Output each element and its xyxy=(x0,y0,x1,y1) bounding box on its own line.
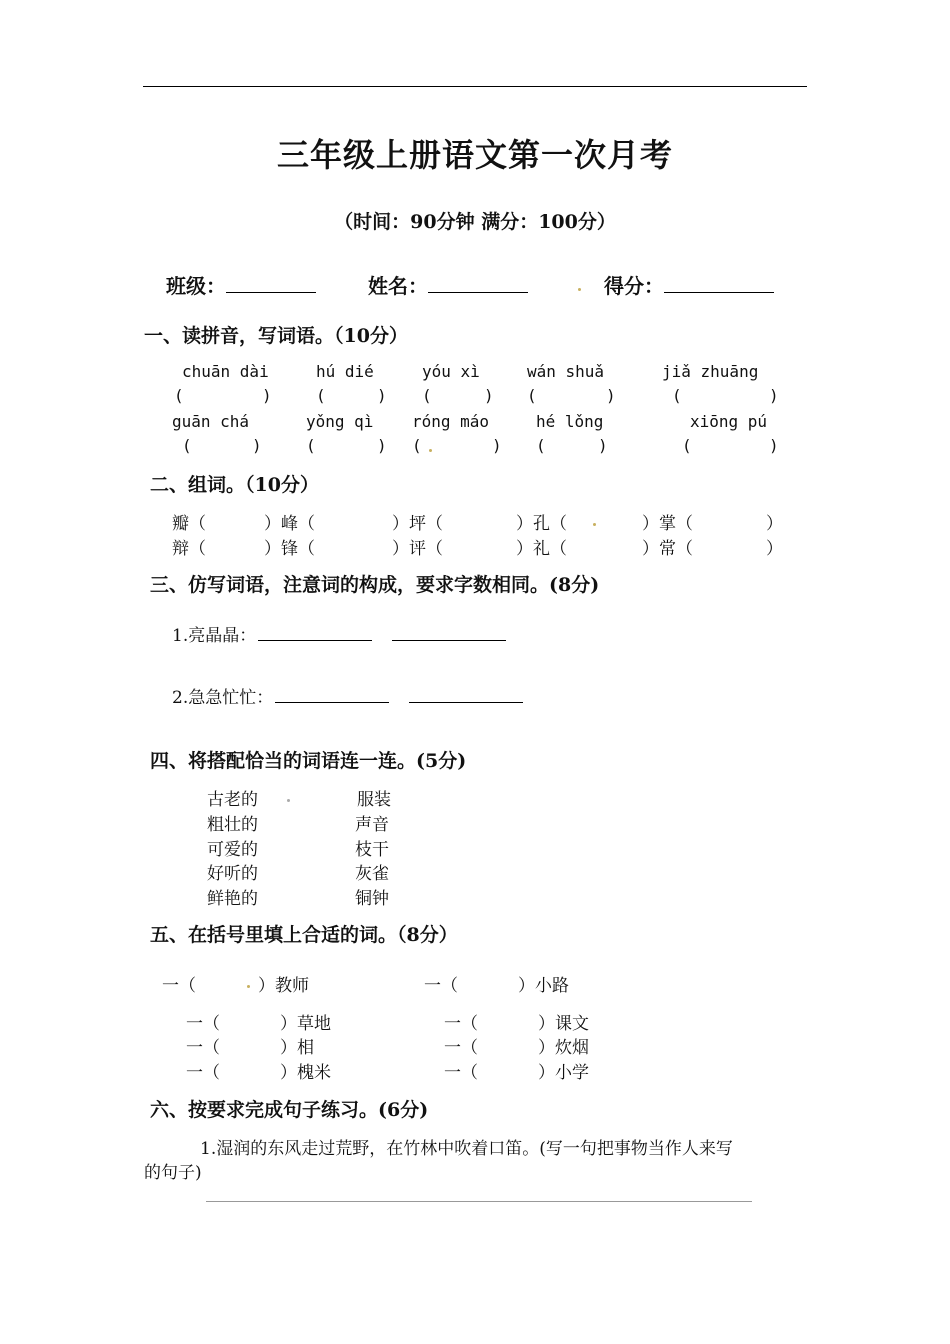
pinyin-1: chuān dài xyxy=(182,362,269,381)
imitation-item-2-label: 2.急急忙忙： xyxy=(172,688,274,708)
section-6-heading: 六、按要求完成句子练习。(6分) xyxy=(150,1099,429,1121)
match-right[interactable]: 灰雀 xyxy=(355,864,389,884)
match-left[interactable]: 好听的 xyxy=(207,864,258,884)
measure-open: 一（ xyxy=(162,976,196,996)
measure-close: ）槐米 xyxy=(280,1063,331,1083)
paren-open: ( xyxy=(182,436,192,455)
word-cell: ）常（ xyxy=(642,539,693,559)
word-cell: 辩（ xyxy=(172,539,206,559)
measure-close: ）炊烟 xyxy=(538,1038,589,1058)
measure-close: ）草地 xyxy=(280,1014,331,1034)
class-field[interactable] xyxy=(166,270,316,299)
measure-close: ）课文 xyxy=(538,1014,589,1034)
word-cell: ）礼（ xyxy=(516,539,567,559)
score-field[interactable] xyxy=(604,270,774,299)
word-cell: ）评（ xyxy=(392,539,443,559)
pinyin-5: jiǎ zhuāng xyxy=(662,362,759,381)
paren-close: ) xyxy=(769,386,779,405)
imitation-item-1-label: 1.亮晶晶： xyxy=(172,626,257,646)
paren-close: ) xyxy=(606,386,616,405)
match-left[interactable]: 鲜艳的 xyxy=(207,889,258,909)
class-blank[interactable] xyxy=(226,274,316,293)
word-cell: ）坪（ xyxy=(392,514,443,534)
pinyin-8: róng máo xyxy=(412,412,490,431)
match-left[interactable]: 粗壮的 xyxy=(207,815,258,835)
stray-dot xyxy=(593,523,596,526)
section-5-heading: 五、在括号里填上合适的词。（8分） xyxy=(150,924,458,946)
paren-open: ( xyxy=(682,436,692,455)
paren-open: ( xyxy=(174,386,184,405)
measure-open: 一（ xyxy=(186,1014,220,1034)
measure-open: 一（ xyxy=(186,1038,220,1058)
paren-open: ( xyxy=(412,436,422,455)
sentence-question-1: 1.湿润的东风走过荒野，在竹林中吹着口笛。(写一句把事物当作人来写 xyxy=(200,1139,733,1159)
score-blank[interactable] xyxy=(664,274,774,293)
measure-open: 一（ xyxy=(186,1063,220,1083)
word-cell: ）孔（ xyxy=(516,514,567,534)
section-3-heading: 三、仿写词语，注意词的构成，要求字数相同。(8分) xyxy=(150,574,600,596)
word-cell: 瓣（ xyxy=(172,514,206,534)
paren-close: ) xyxy=(484,386,494,405)
answer-blank[interactable] xyxy=(258,622,372,641)
match-right[interactable]: 声音 xyxy=(355,815,389,835)
score-label: 得分： xyxy=(604,274,664,298)
paren-open: ( xyxy=(306,436,316,455)
answer-blank[interactable] xyxy=(275,684,389,703)
paren-open: ( xyxy=(672,386,682,405)
measure-open: 一（ xyxy=(444,1038,478,1058)
measure-close: ）小路 xyxy=(518,976,569,996)
class-label: 班级： xyxy=(166,274,226,298)
name-field[interactable] xyxy=(368,270,528,299)
match-right[interactable]: 铜钟 xyxy=(355,889,389,909)
stray-dot xyxy=(578,288,581,291)
paren-close: ) xyxy=(492,436,502,455)
paren-open: ( xyxy=(527,386,537,405)
imitation-item-2 xyxy=(172,683,523,708)
paren-open: ( xyxy=(536,436,546,455)
word-cell: ）峰（ xyxy=(264,514,315,534)
exam-subtitle: （时间：90分钟 满分：100分） xyxy=(334,211,616,233)
pinyin-9: hé lǒng xyxy=(536,412,604,431)
name-label: 姓名： xyxy=(368,274,428,298)
measure-open: 一（ xyxy=(444,1014,478,1034)
measure-close: ）小学 xyxy=(538,1063,589,1083)
measure-open: 一（ xyxy=(424,976,458,996)
pinyin-3: yóu xì xyxy=(422,362,480,381)
section-1-heading: 一、读拼音，写词语。（10分） xyxy=(144,325,408,347)
name-blank[interactable] xyxy=(428,274,528,293)
paren-close: ) xyxy=(769,436,779,455)
section-4-heading: 四、将搭配恰当的词语连一连。(5分) xyxy=(150,750,467,772)
stray-dot xyxy=(287,799,290,802)
paren-close: ) xyxy=(377,386,387,405)
measure-open: 一（ xyxy=(444,1063,478,1083)
match-right[interactable]: 服装 xyxy=(357,790,391,810)
paren-close: ) xyxy=(252,436,262,455)
pinyin-4: wán shuǎ xyxy=(527,362,605,381)
match-right[interactable]: 枝干 xyxy=(355,840,389,860)
answer-blank[interactable] xyxy=(409,684,523,703)
pinyin-7: yǒng qì xyxy=(306,412,374,431)
page-title: 三年级上册语文第一次月考 xyxy=(276,136,673,174)
word-cell: ） xyxy=(766,514,783,534)
measure-close: ）教师 xyxy=(258,976,309,996)
paren-close: ) xyxy=(377,436,387,455)
paren-open: ( xyxy=(422,386,432,405)
paren-close: ) xyxy=(262,386,272,405)
stray-dot xyxy=(247,985,250,988)
measure-close: ）相 xyxy=(280,1038,314,1058)
word-cell: ）掌（ xyxy=(642,514,693,534)
match-left[interactable]: 古老的 xyxy=(207,790,258,810)
stray-dot xyxy=(429,449,432,452)
answer-line[interactable] xyxy=(206,1201,752,1202)
paren-close: ) xyxy=(598,436,608,455)
pinyin-2: hú dié xyxy=(316,362,374,381)
pinyin-10: xiōng pú xyxy=(690,412,768,431)
sentence-question-1-cont: 的句子) xyxy=(144,1163,202,1183)
answer-blank[interactable] xyxy=(392,622,506,641)
word-cell: ） xyxy=(766,539,783,559)
paren-open: ( xyxy=(316,386,326,405)
match-left[interactable]: 可爱的 xyxy=(207,840,258,860)
pinyin-6: guān chá xyxy=(172,412,250,431)
top-rule xyxy=(143,86,807,87)
imitation-item-1 xyxy=(172,621,506,646)
section-2-heading: 二、组词。（10分） xyxy=(150,474,319,496)
word-cell: ）锋（ xyxy=(264,539,315,559)
